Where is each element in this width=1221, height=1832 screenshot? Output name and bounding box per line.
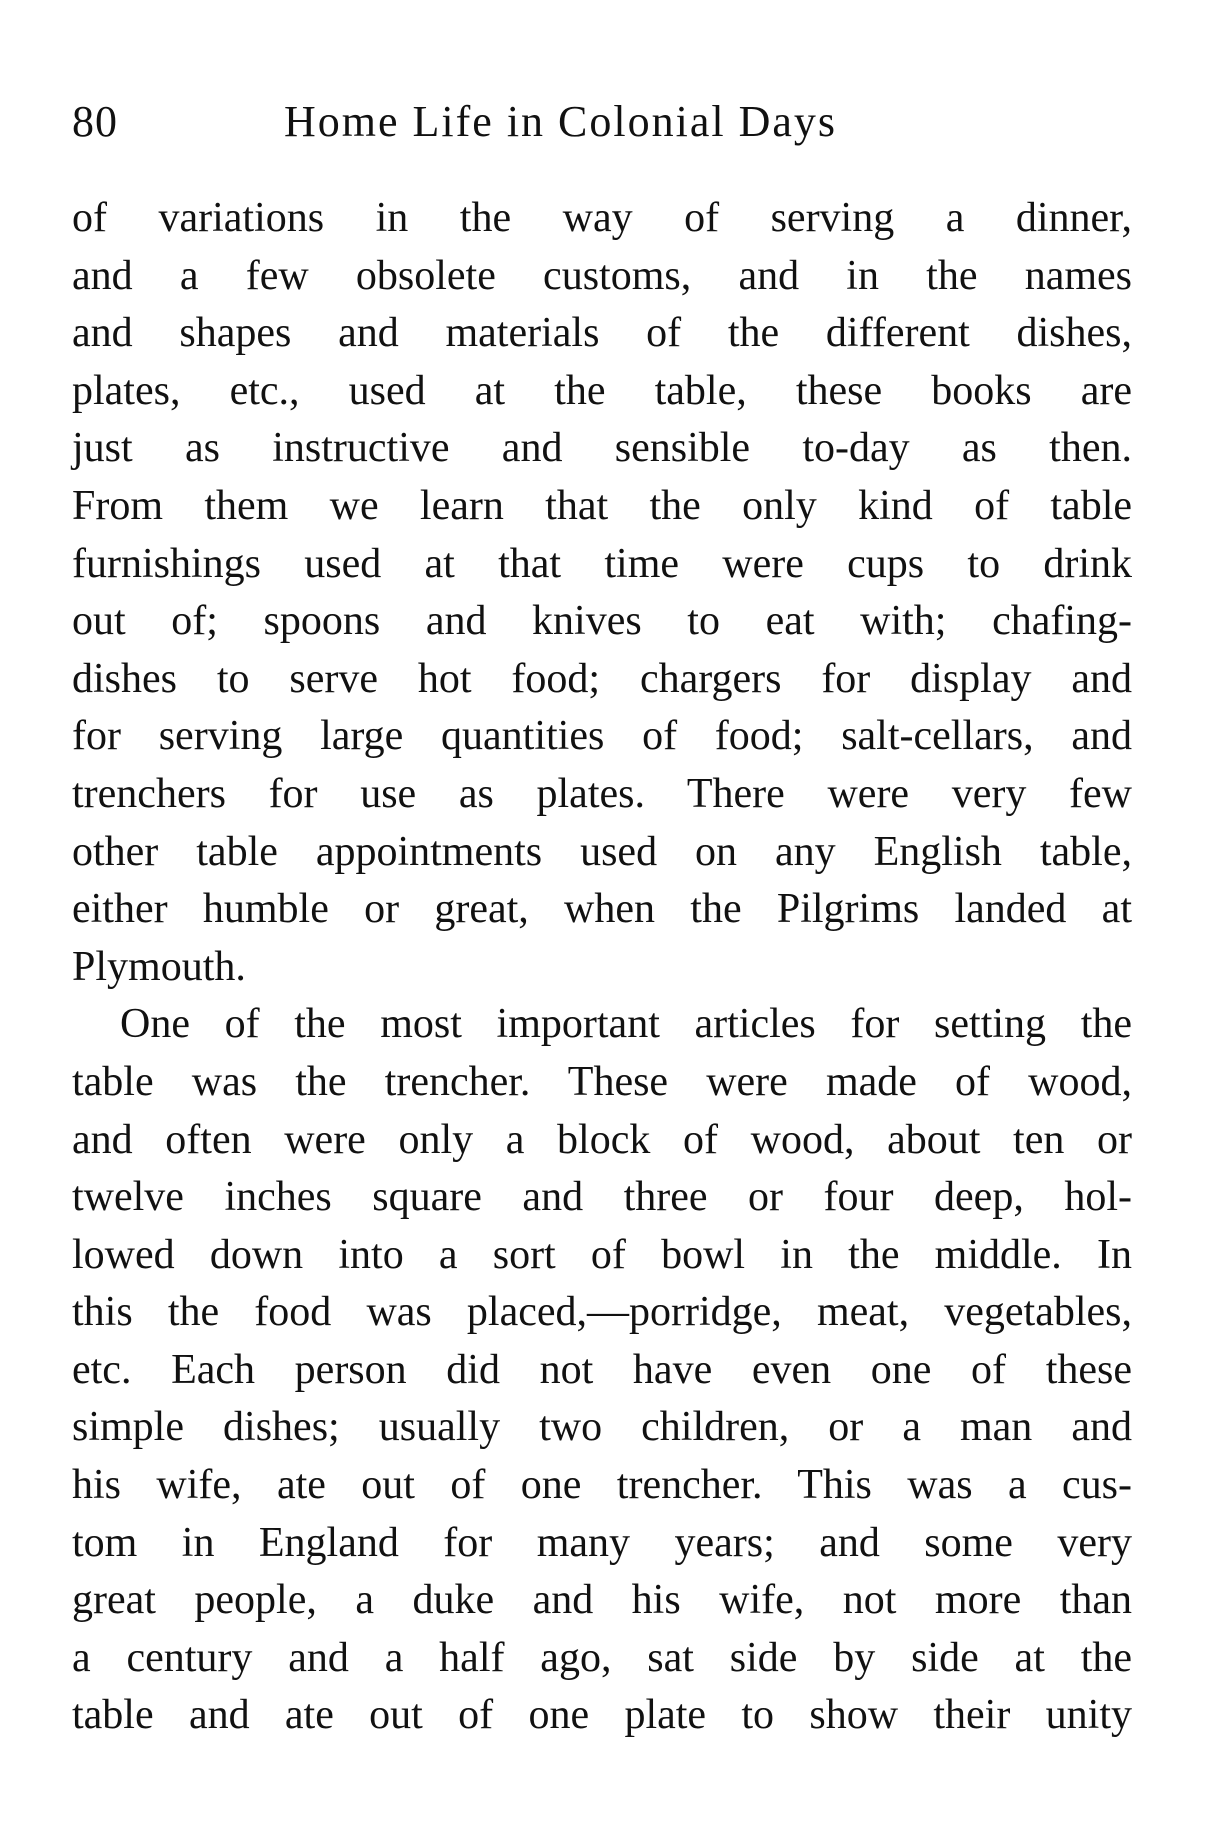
paragraph-1 bbox=[72, 190, 1132, 996]
text-line: Plymouth. bbox=[72, 943, 246, 990]
paragraph-2 bbox=[72, 996, 1132, 1745]
text-line: of variations in the way of serving a dinner, bbox=[72, 195, 1132, 241]
text-line: this the food was placed,—porridge, meat, vegetables, bbox=[72, 1289, 1132, 1336]
text-line: his wife, ate out of one trencher. This was a cus- bbox=[72, 1462, 1132, 1509]
body-text bbox=[72, 190, 1132, 1745]
text-line: and often were only a block of wood, about ten or bbox=[72, 1116, 1132, 1163]
text-line: and shapes and materials of the different dishes, bbox=[72, 310, 1132, 357]
text-line: etc. Each person did not have even one of these bbox=[72, 1346, 1132, 1393]
text-line: tom in England for many years; and some very bbox=[72, 1519, 1132, 1566]
text-line: table and ate out of one plate to show their unity bbox=[72, 1692, 1132, 1739]
running-head bbox=[72, 92, 1132, 152]
text-line: table was the trencher. These were made of wood, bbox=[72, 1058, 1132, 1105]
text-line: plates, etc., used at the table, these books are bbox=[72, 367, 1132, 414]
text-line: either humble or great, when the Pilgrims landed at bbox=[72, 886, 1132, 933]
text-line: for serving large quantities of food; salt-cellars, and bbox=[72, 713, 1132, 760]
text-line: simple dishes; usually two children, or a man and bbox=[72, 1404, 1132, 1451]
text-line: just as instructive and sensible to-day as then. bbox=[72, 425, 1132, 472]
text-line: other table appointments used on any English table, bbox=[72, 828, 1132, 875]
text-line: One of the most important articles for setting the bbox=[120, 1001, 1132, 1048]
text-line: out of; spoons and knives to eat with; chafing- bbox=[72, 598, 1132, 645]
text-line: From them we learn that the only kind of table bbox=[72, 482, 1132, 529]
page-number: 80 bbox=[72, 97, 118, 146]
text-line: dishes to serve hot food; chargers for display and bbox=[72, 655, 1132, 702]
text-line: furnishings used at that time were cups to drink bbox=[72, 540, 1132, 587]
text-line: great people, a duke and his wife, not more than bbox=[72, 1577, 1132, 1624]
running-title: Home Life in Colonial Days bbox=[284, 97, 838, 146]
text-line: lowed down into a sort of bowl in the middle. In bbox=[72, 1231, 1132, 1278]
text-line: and a few obsolete customs, and in the names bbox=[72, 252, 1132, 299]
text-line: a century and a half ago, sat side by side at the bbox=[72, 1634, 1132, 1681]
text-line: twelve inches square and three or four deep, hol- bbox=[72, 1174, 1132, 1221]
text-line: trenchers for use as plates. There were very few bbox=[72, 770, 1132, 817]
